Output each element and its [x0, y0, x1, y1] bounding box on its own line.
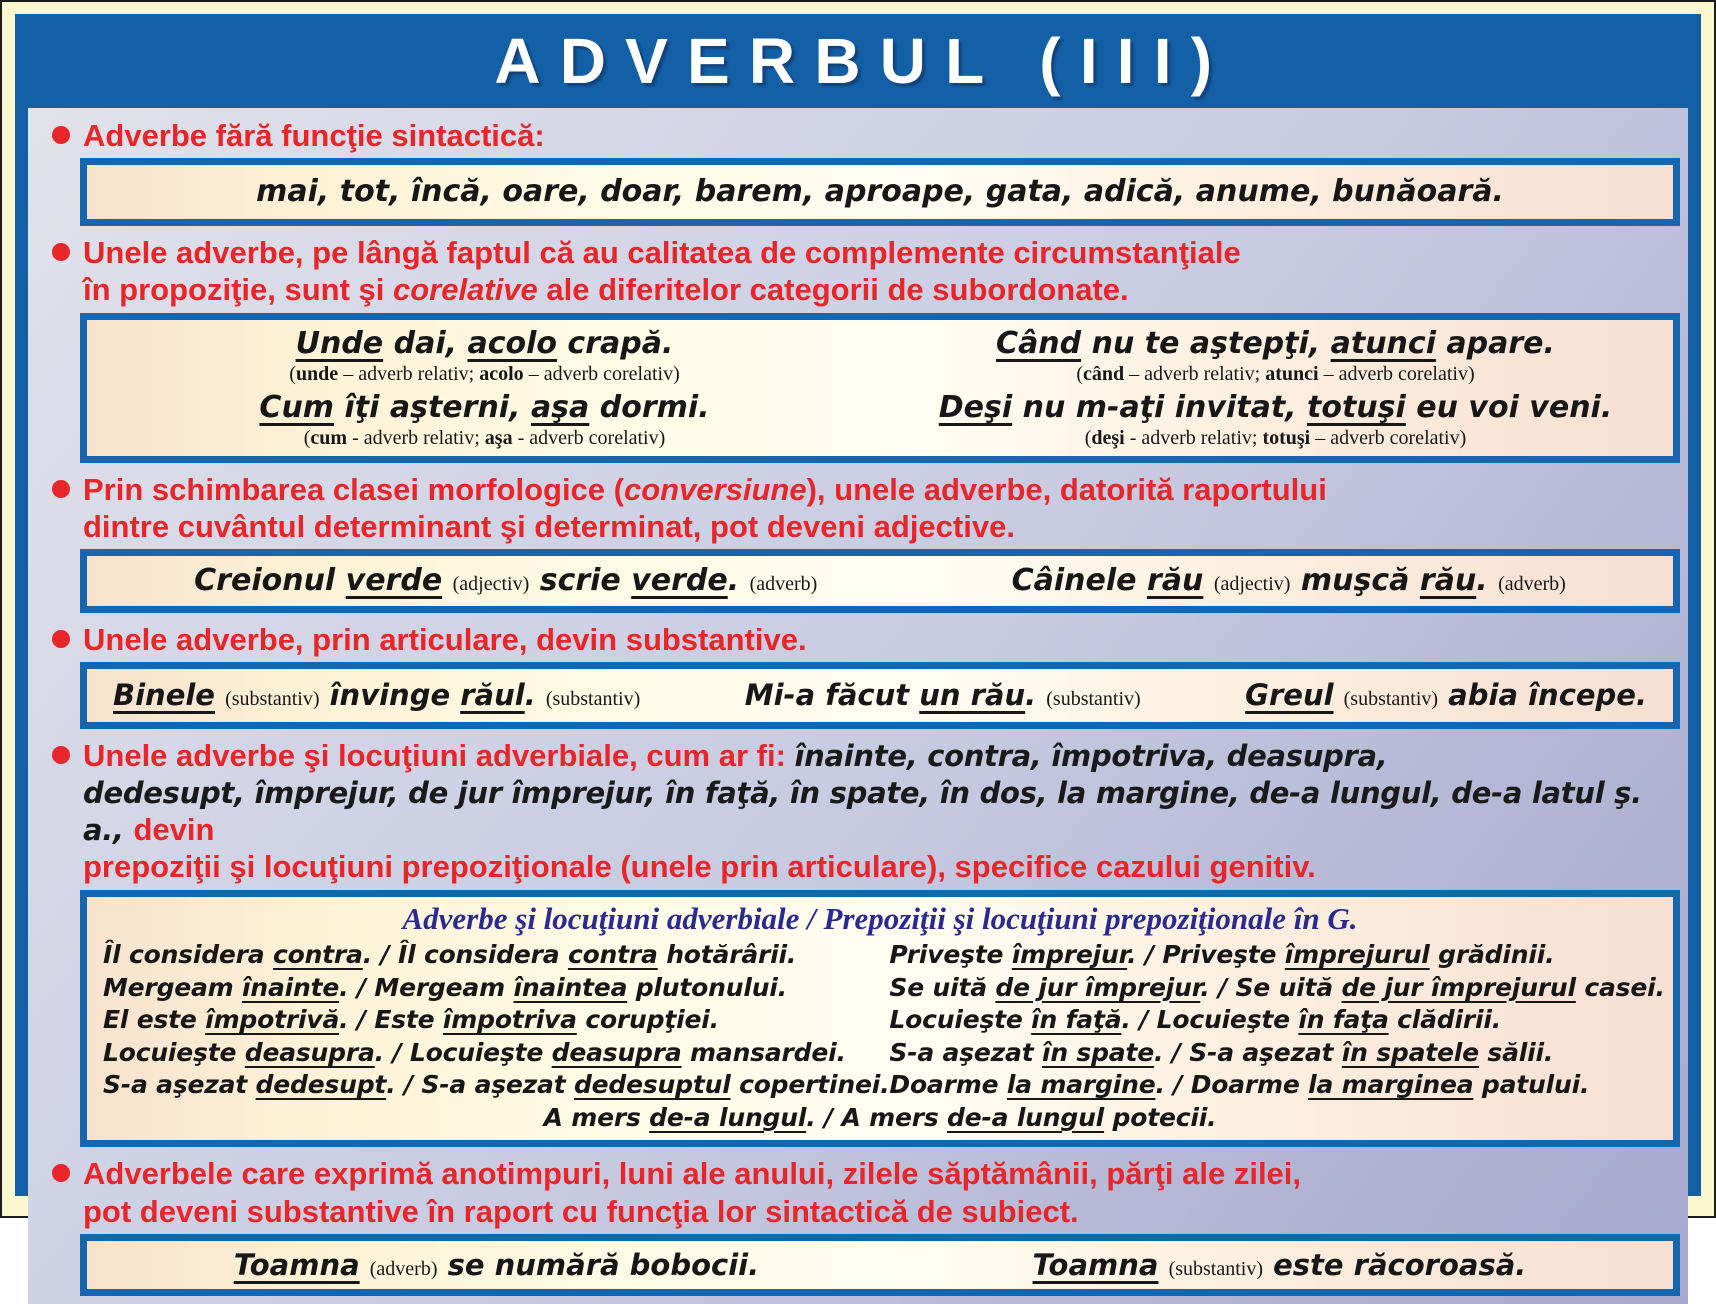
example-sentence: Mi-a făcut un rău. (substantiv) [744, 678, 1141, 713]
example-sentence: Unde dai, acolo crapă. [295, 325, 674, 361]
example-cell [89, 326, 880, 386]
bullet-2-text: Unele adverbe, pe lângă faptul că au calitatea de complemente circumstanţiale în propoziţie, sunt şi corelative ale diferitelor categorii de subordonate. [83, 235, 1241, 308]
bullet-4-text: Unele adverbe, prin articulare, devin substantive. [83, 621, 807, 657]
example-sentence: Binele (substantiv) învinge răul. (substantiv) [113, 678, 641, 713]
bullet-dot-icon [52, 1164, 70, 1182]
bullet-heading-5 [52, 737, 1672, 886]
bullet-1-text: Adverbe fără funcţie sintactică: [83, 118, 545, 153]
table-row: Îl considera contra. / Îl considera contra hotărârii. [103, 940, 797, 970]
example-note: (cum - adverb relativ; aşa - adverb corelativ) [303, 426, 666, 449]
example-note: (când – adverb relativ; atunci – adverb corelativ) [1076, 362, 1475, 385]
example-sentence: Toamna (substantiv) este răcoroasă. [1032, 1247, 1527, 1282]
bullet-dot-icon [52, 126, 70, 144]
bullet-dot-icon [52, 243, 70, 261]
bullet-dot-icon [52, 746, 70, 764]
table-footer-row: A mers de-a lungul. / A mers de-a lungul potecii. [543, 1102, 1217, 1132]
example-note: (deşi - adverb relativ; totuşi – adverb corelativ) [1084, 426, 1467, 449]
example-cell [89, 390, 880, 450]
example-box-seasons [80, 1234, 1680, 1297]
example-cell [880, 326, 1671, 386]
example-sentence: Când nu te aştepţi, atunci apare. [996, 325, 1555, 361]
example-cell [880, 390, 1671, 450]
bullet-dot-icon [52, 480, 70, 498]
bullet-5-text: Unele adverbe şi locuţiuni adverbiale, cum ar fi: înainte, contra, împotriva, deasupra, dedesupt, împrejur, de jur împrejur, în faţă, în spate, în dos, la margine, de-a lungul, de-a latul ş. a., devin prepoziţii şi locuţiuni prepoziţionale (unele prin articulare), specifice cazului genitiv. [83, 737, 1642, 885]
table-row: Priveşte împrejur. / Priveşte împrejurul grădinii. [889, 940, 1555, 970]
main-panel [15, 14, 1701, 1282]
table-row: Locuieşte în faţă. / Locuieşte în faţa clădirii. [889, 1005, 1502, 1035]
content-area [28, 108, 1688, 1304]
bullet-dot-icon [52, 630, 70, 648]
table-row: Mergeam înainte. / Mergeam înaintea plutonului. [103, 972, 787, 1002]
table-row: Locuieşte deasupra. / Locuieşte deasupra mansardei. [103, 1037, 846, 1067]
adverb-list-line: mai, tot, încă, oare, doar, barem, aproape, gata, adică, anume, bunăoară. [256, 174, 1504, 210]
bullet-6-text: Adverbele care exprimă anotimpuri, luni ale anului, zilele săptămânii, părţi ale zilei, pot deveni substantive în raport cu funcţia lor sintactică de subiect. [83, 1156, 1302, 1229]
bullet-3-text: Prin schimbarea clasei morfologice (conversiune), unele adverbe, datorită raportului dintre cuvântul determinant şi determinat, pot deveni adjective. [83, 471, 1327, 544]
example-box-correlatives [80, 313, 1680, 463]
table-column-right [889, 939, 1664, 1102]
table-row: S-a aşezat dedesupt. / S-a aşezat dedesuptul copertinei. [103, 1070, 890, 1100]
table-box-prepositions [80, 890, 1680, 1148]
example-sentence: Greul (substantiv) abia începe. [1245, 678, 1647, 713]
bullet-heading-2 [52, 234, 1672, 308]
example-sentence: Creionul verde (adjectiv) scrie verde. (adverb) [194, 562, 818, 598]
page-title: ADVERBUL (III) [494, 25, 1232, 97]
example-box-adverbs-without-function [80, 158, 1680, 226]
example-sentence: Toamna (adverb) se numără bobocii. [233, 1247, 760, 1282]
example-note: (unde – adverb relativ; acolo – adverb corelativ) [289, 362, 680, 385]
table-row: Doarme la margine. / Doarme la marginea patului. [889, 1070, 1590, 1100]
example-sentence: Deşi nu m-aţi invitat, totuşi eu voi veni. [938, 389, 1613, 425]
table-row: S-a aşezat în spate. / S-a aşezat în spatele sălii. [889, 1037, 1554, 1067]
bullet-heading-4 [52, 621, 1672, 658]
example-box-substantives [80, 662, 1680, 729]
table-row: Se uită de jur împrejur. / Se uită de jur împrejurul casei. [889, 972, 1665, 1002]
title-bar [28, 14, 1688, 108]
table-row: El este împotrivă. / Este împotriva corupţiei. [103, 1005, 719, 1035]
bullet-heading-1 [52, 117, 1672, 154]
table-header: Adverbe şi locuţiuni adverbiale / Prepoziţii şi locuţiuni prepoziţionale în G. [402, 900, 1358, 936]
example-sentence: Cum îţi aşterni, aşa dormi. [259, 389, 710, 425]
example-box-conversion [80, 549, 1680, 613]
table-columns [95, 939, 1665, 1102]
bullet-heading-6 [52, 1155, 1672, 1229]
bullet-heading-3 [52, 471, 1672, 545]
example-sentence: Câinele rău (adjectiv) muşcă rău. (adverb) [1011, 562, 1566, 598]
table-column-left [103, 939, 889, 1102]
